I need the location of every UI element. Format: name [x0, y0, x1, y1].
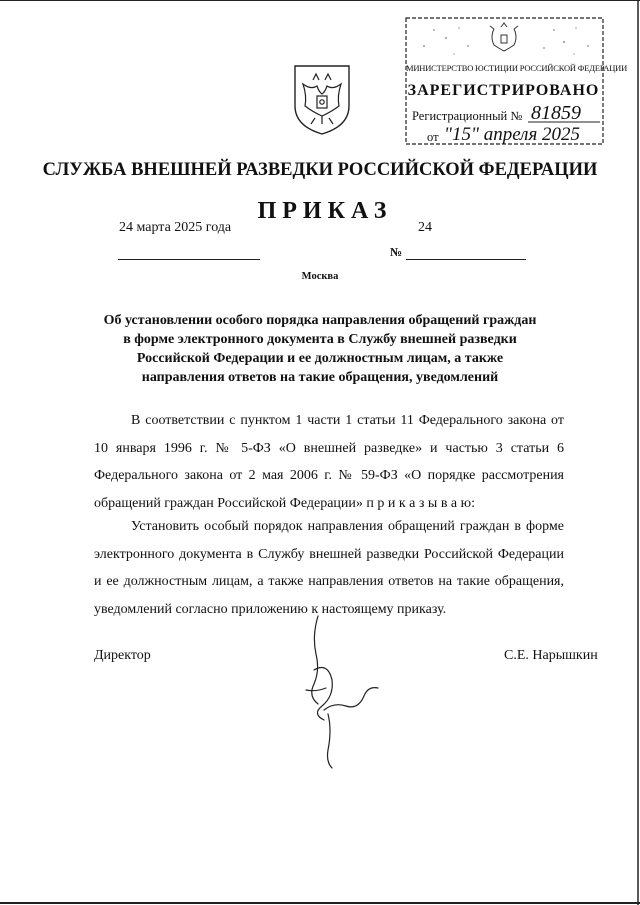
number-underline — [406, 258, 526, 261]
body-paragraph-1 — [94, 407, 564, 517]
signer-name: С.Е. Нарышкин — [504, 648, 598, 663]
stamp-number-label: Регистрационный № — [412, 109, 523, 123]
body-paragraph-2-text: Установить особый порядок направления обращений граждан в форме электронного документа в Службу внешней разведки Российской Федерации и ее должностным лицам, а также направления ответов на такие обращения, уведомлений согласно приложению к настоящему приказу. — [94, 519, 564, 617]
number-sign: № — [390, 245, 403, 259]
document-type: ПРИКАЗ — [257, 198, 393, 224]
stamp-status: ЗАРЕГИСТРИРОВАНО — [407, 82, 600, 99]
body-paragraph-2 — [94, 513, 564, 623]
stamp-eagle-icon — [490, 23, 518, 51]
handwritten-signature — [298, 610, 408, 770]
stamp-date-label: от — [427, 130, 439, 144]
document-title: Об установлении особого порядка направления обращений граждан в форме электронного документа в Службу внешней разведки Российской Федерации и ее должностным лицам, а также направления ответов на такие обращения, уведомлений — [103, 313, 537, 385]
stamp-ministry: МИНИСТЕРСТВО ЮСТИЦИИ РОССИЙСКОЙ ФЕДЕРАЦИИ — [406, 63, 628, 73]
document-number: 24 — [418, 220, 432, 235]
stamp-date: "15" апреля 2025 — [444, 124, 581, 145]
stamp-number: 81859 — [531, 102, 581, 124]
body-paragraph-1-text: В соответствии с пунктом 1 части 1 статьи 11 Федерального закона от 10 января 1996 г. № 5-ФЗ «О внешней разведке» и частью 3 статьи 6 Федерального закона от 2 мая 2006 г. № 59-ФЗ «О порядке рассмотрения обращений граждан Российской Федерации» п р и к а з ы в а ю: — [94, 413, 564, 511]
signer-position: Директор — [94, 648, 151, 663]
date-underline — [118, 258, 260, 261]
document-date: 24 марта 2025 года — [119, 220, 232, 235]
organization-name: СЛУЖБА ВНЕШНЕЙ РАЗВЕДКИ РОССИЙСКОЙ ФЕДЕРАЦИИ — [42, 160, 598, 180]
stamp-ornament — [423, 27, 589, 55]
state-emblem-icon — [291, 62, 353, 136]
city: Москва — [301, 271, 339, 282]
